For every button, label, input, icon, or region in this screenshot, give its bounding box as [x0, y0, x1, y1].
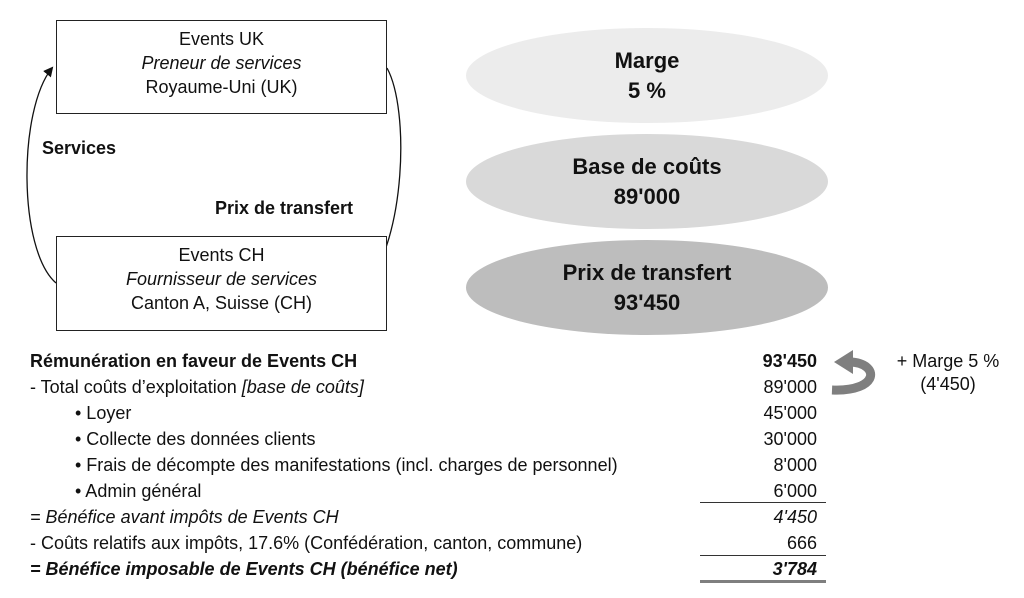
box-ch-role: Fournisseur de services: [125, 269, 318, 289]
margin-curved-arrow: [832, 362, 871, 390]
row-value: 666: [786, 533, 817, 553]
final-double-rule: [700, 580, 826, 583]
box-ch-location: Canton A, Suisse (CH): [130, 293, 313, 313]
box-ch-name: Events CH: [178, 245, 265, 265]
box-events-ch: [56, 236, 387, 331]
box-uk-location: Royaume-Uni (UK): [145, 77, 298, 97]
ellipse-base-label: Base de coûts: [572, 153, 722, 179]
row-label: • Collecte des données clients: [75, 429, 316, 449]
row-value: 30'000: [763, 429, 817, 449]
ellipse-prix-label: Prix de transfert: [562, 259, 732, 285]
ellipse-base-value: 89'000: [613, 183, 681, 209]
row-value: 8'000: [773, 455, 817, 475]
row-value: 93'450: [762, 351, 817, 371]
row-value: 4'450: [773, 507, 817, 527]
row-label-prefix: - Total coûts d’exploitation: [30, 377, 242, 397]
ellipse-marge: [466, 28, 828, 123]
margin-note: [880, 350, 1016, 396]
box-uk-role: Preneur de services: [141, 53, 302, 73]
row-value: 45'000: [763, 403, 817, 423]
services-label: Services: [42, 138, 117, 158]
margin-arrowhead: [834, 350, 853, 374]
row-value: 6'000: [773, 481, 817, 501]
services-arrow: [27, 68, 56, 283]
ellipse-marge-label: Marge: [614, 47, 680, 73]
row-label: • Loyer: [75, 403, 132, 423]
subtotal-rule: [700, 502, 826, 503]
row-label: [30, 376, 364, 398]
box-uk-name: Events UK: [178, 29, 265, 49]
row-label: • Admin général: [75, 481, 202, 501]
row-label: Rémunération en faveur de Events CH: [30, 351, 358, 371]
row-value: 3'784: [772, 559, 817, 579]
margin-note-line2: (4'450): [920, 374, 976, 394]
box-events-uk: [56, 20, 387, 114]
ellipse-marge-value: 5 %: [628, 77, 666, 103]
ellipse-base-couts: [466, 134, 828, 229]
margin-note-line1: + Marge 5 %: [896, 351, 1000, 371]
row-label-italic: [base de coûts]: [241, 377, 364, 397]
row-label: • Frais de décompte des manifestations (incl. charges de personnel): [75, 455, 618, 475]
ellipse-prix-value: 93'450: [613, 289, 681, 315]
row-label: = Bénéfice imposable de Events CH (bénéfice net): [30, 559, 458, 579]
transfer-price-label: Prix de transfert: [215, 198, 354, 218]
ellipse-prix-transfert: [466, 240, 828, 335]
row-label: = Bénéfice avant impôts de Events CH: [30, 507, 339, 527]
row-value: 89'000: [763, 377, 817, 397]
row-label: - Coûts relatifs aux impôts, 17.6% (Confédération, canton, commune): [30, 533, 583, 553]
total-rule: [700, 555, 826, 556]
